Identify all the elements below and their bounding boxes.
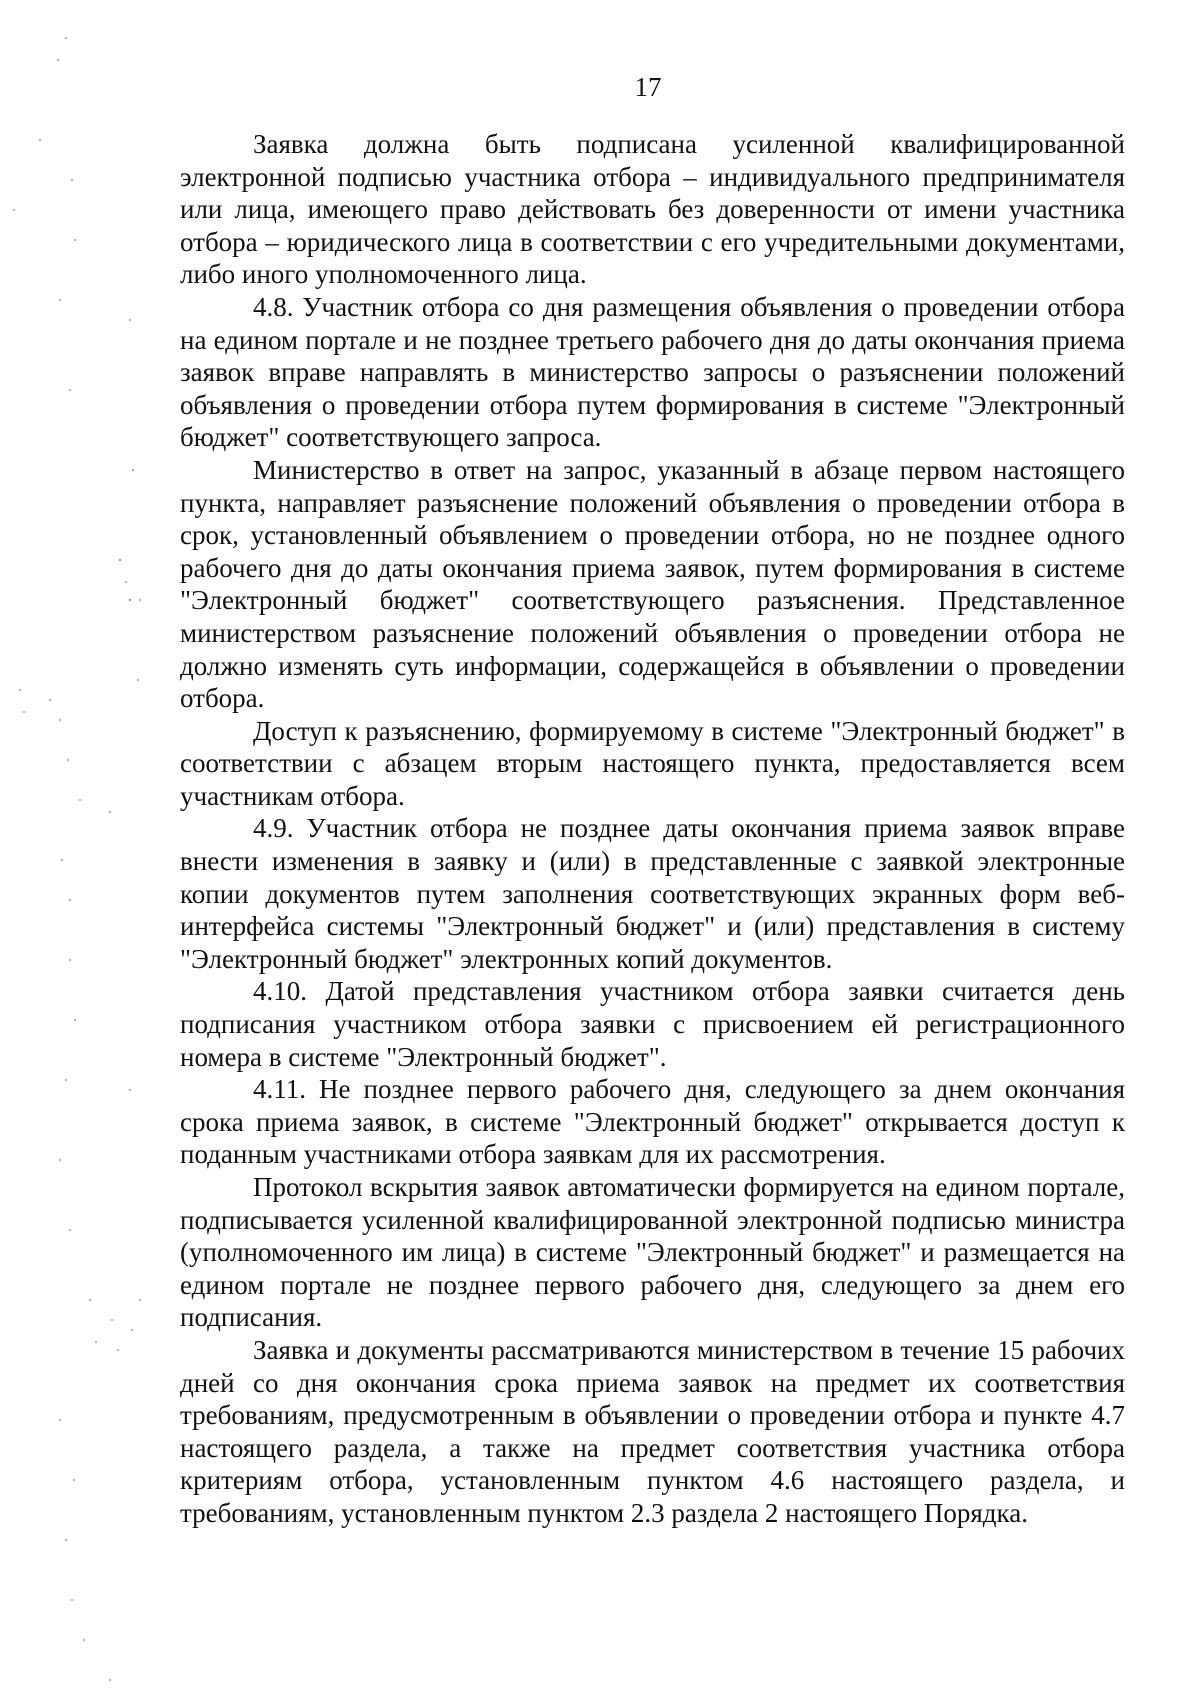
paragraph-4-11: 4.11. Не позднее первого рабочего дня, следующего за днем окончания срока приема заявок, в системе "Электронный бюджет" открывается доступ к поданным участниками отбора заявкам для их рассмотрения. — [180, 1074, 1125, 1170]
paragraph-4-10: 4.10. Датой представления участником отбора заявки считается день подписания участником отбора заявки с присвоением ей регистрационного номера в системе "Электронный бюджет". — [180, 976, 1125, 1072]
paragraph-access-to-clarification: Доступ к разъяснению, формируемому в системе "Электронный бюджет" в соответствии с абзацем вторым настоящего пункта, предоставляется всем участникам отбора. — [180, 715, 1125, 811]
page-number: 17 — [634, 72, 662, 102]
paragraph-opening-protocol: Протокол вскрытия заявок автоматически формируется на едином портале, подписывается усиленной квалифицированной электронной подписью министра (уполномоченного им лица) в системе "Электронный бюджет" и размещается на едином портале не позднее первого рабочего дня, следующего за днем его подписания. — [180, 1172, 1125, 1333]
paragraph-signature-requirement: Заявка должна быть подписана усиленной квалифицированной электронной подписью участника отбора – индивидуального предпринимателя или лица, имеющего право действовать без доверенности от имени участника отбора – юридического лица в соответствии с его учредительными документами, либо иного уполномоченного лица. — [180, 129, 1125, 290]
document-body — [180, 128, 1125, 1530]
paragraph-4-8: 4.8. Участник отбора со дня размещения объявления о проведении отбора на едином портале и не позднее третьего рабочего дня до даты окончания приема заявок вправе направлять в министерство запросы о разъяснении положений объявления о проведении отбора путем формирования в системе "Электронный бюджет" соответствующего запроса. — [180, 291, 1125, 453]
scan-margin-specks — [0, 0, 170, 1705]
paragraph-ministry-response: Министерство в ответ на запрос, указанный в абзаце первом настоящего пункта, направляет разъяснение положений объявления о проведении отбора в срок, установленный объявлением о проведении отбора, но не позднее одного рабочего дня до даты окончания приема заявок, путем формирования в системе "Электронный бюджет" соответствующего разъяснения. Представленное министерством разъяснение положений объявления о проведении отбора не должно изменять суть информации, содержащейся в объявлении о проведении отбора. — [180, 454, 1125, 714]
paragraph-review-period: Заявка и документы рассматриваются министерством в течение 15 рабочих дней со дня окончания срока приема заявок на предмет их соответствия требованиям, предусмотренным в объявлении о проведении отбора и пункте 4.7 настоящего раздела, а также на предмет соответствия участника отбора критериям отбора, установленным пунктом 4.6 настоящего раздела, и требованиям, установленным пунктом 2.3 раздела 2 настоящего Порядка. — [180, 1334, 1125, 1528]
paragraph-4-9: 4.9. Участник отбора не позднее даты окончания приема заявок вправе внести изменения в заявку и (или) в представленные с заявкой электронные копии документов путем заполнения соответствующих экранных форм веб-интерфейса системы "Электронный бюджет" и (или) представления в систему "Электронный бюджет" электронных копий документов. — [180, 813, 1125, 974]
